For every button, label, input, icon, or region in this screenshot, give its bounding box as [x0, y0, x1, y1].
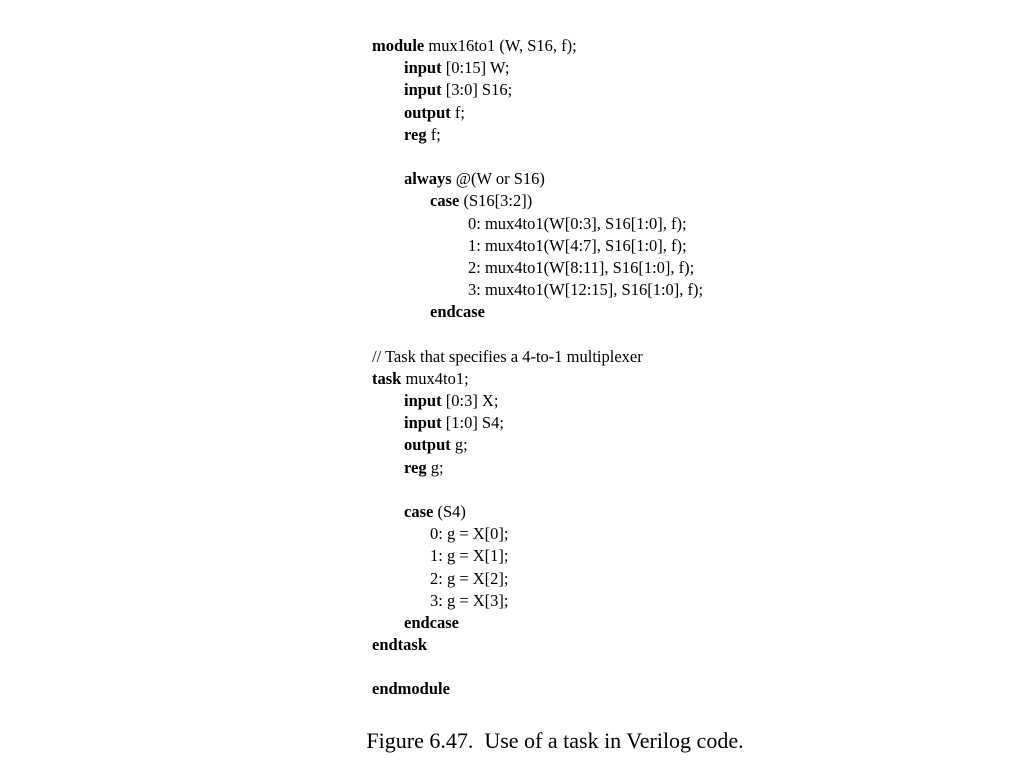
code-text: // Task that specifies a 4-to-1 multiplexer: [372, 346, 643, 366]
code-text: @(W or S16): [451, 169, 545, 189]
code-text: [0:15] W;: [441, 58, 510, 78]
code-text: 1: g = X[1];: [430, 546, 509, 566]
code-line: [372, 235, 703, 257]
code-keyword: module: [372, 36, 425, 55]
code-line: [372, 412, 703, 434]
code-keyword: endtask: [372, 635, 428, 655]
code-keyword: reg: [404, 124, 427, 144]
verilog-code-block: [372, 35, 703, 701]
code-keyword: output: [404, 435, 451, 455]
code-line: [372, 434, 703, 456]
code-line: [372, 545, 703, 567]
code-keyword: input: [404, 80, 442, 100]
code-line: [372, 678, 703, 700]
code-line: [372, 457, 703, 479]
code-text: [3:0] S16;: [441, 80, 513, 100]
code-line: [372, 35, 703, 57]
code-line: [372, 79, 703, 101]
code-text: g;: [426, 457, 444, 477]
code-text: f;: [426, 124, 441, 144]
code-line: [372, 390, 703, 412]
code-keyword: case: [430, 191, 460, 211]
code-text: [1:0] S4;: [441, 413, 504, 433]
code-text: 3: mux4to1(W[12:15], S16[1:0], f);: [468, 280, 704, 300]
code-text: (S4): [433, 501, 466, 521]
code-keyword: input: [404, 391, 442, 410]
code-line: [372, 124, 703, 146]
code-keyword: endcase: [404, 612, 459, 632]
code-line: [372, 301, 703, 323]
code-text: g;: [450, 435, 468, 455]
code-text: mux4to1;: [401, 368, 469, 388]
code-line: [372, 323, 703, 345]
code-text: 2: mux4to1(W[8:11], S16[1:0], f);: [468, 257, 695, 277]
code-line: [372, 102, 703, 124]
code-text: [0:3] X;: [441, 391, 499, 410]
code-line: [372, 590, 703, 612]
code-text: mux16to1 (W, S16, f);: [424, 36, 577, 55]
code-line: [372, 612, 703, 634]
figure-caption: Figure 6.47. Use of a task in Verilog code.: [366, 728, 744, 753]
code-keyword: endcase: [430, 302, 485, 322]
code-line: [372, 346, 703, 368]
code-keyword: always: [404, 169, 452, 189]
code-line: [372, 57, 703, 79]
code-line: [372, 190, 703, 212]
code-line: [372, 368, 703, 390]
code-line: [372, 257, 703, 279]
code-line: [372, 146, 703, 168]
code-line: [372, 213, 703, 235]
code-keyword: endmodule: [372, 679, 450, 699]
code-text: (S16[3:2]): [459, 191, 533, 211]
code-line: [372, 656, 703, 678]
code-line: [372, 568, 703, 590]
code-text: 0: g = X[0];: [430, 524, 509, 544]
code-keyword: input: [404, 58, 442, 78]
code-line: [372, 279, 703, 301]
code-text: 2: g = X[2];: [430, 568, 509, 588]
code-keyword: reg: [404, 457, 427, 477]
code-text: f;: [450, 102, 465, 122]
code-keyword: input: [404, 413, 442, 433]
code-keyword: task: [372, 368, 402, 388]
code-line: [372, 634, 703, 656]
code-line: [372, 523, 703, 545]
code-line: [372, 501, 703, 523]
code-text: 1: mux4to1(W[4:7], S16[1:0], f);: [468, 235, 687, 255]
code-keyword: case: [404, 501, 434, 521]
code-text: 3: g = X[3];: [430, 590, 509, 610]
code-line: [372, 479, 703, 501]
code-text: 0: mux4to1(W[0:3], S16[1:0], f);: [468, 213, 687, 233]
code-line: [372, 168, 703, 190]
code-keyword: output: [404, 102, 451, 122]
